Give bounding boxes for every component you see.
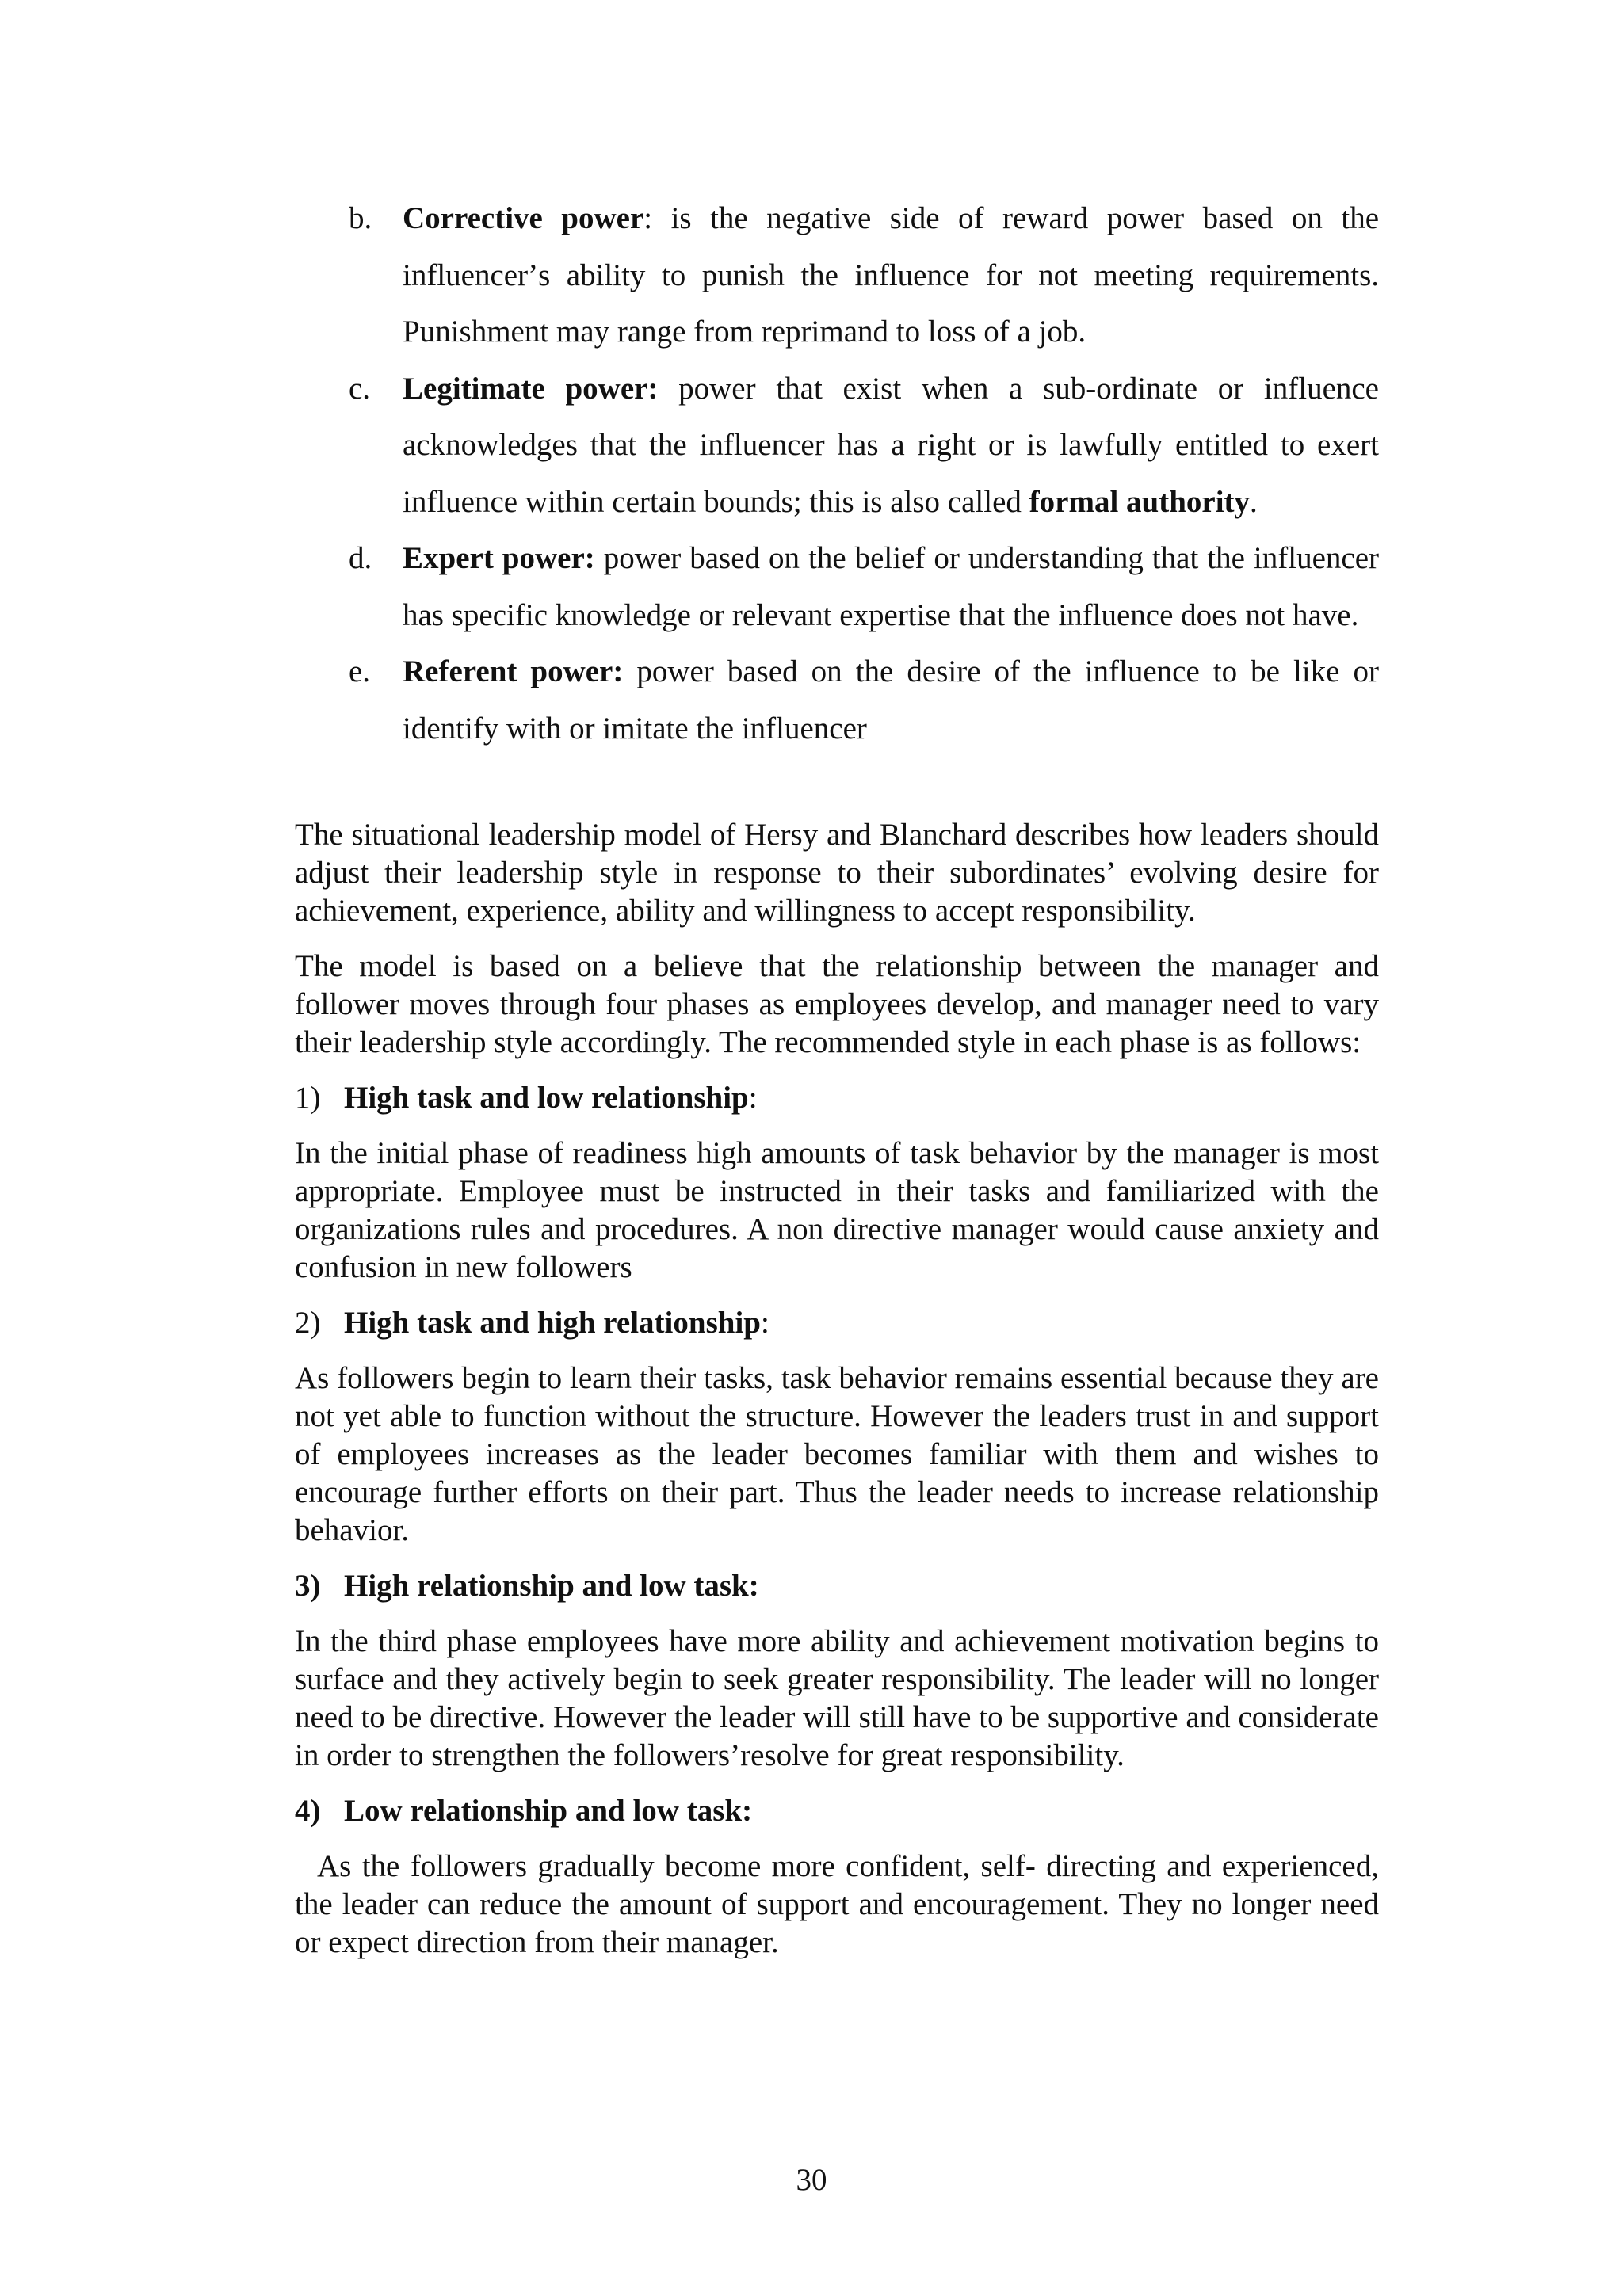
list-item-corrective-power — [349, 190, 1379, 360]
term-separator: : — [643, 201, 653, 235]
phase-title: High task and low relationship — [344, 1081, 749, 1115]
phase-body-3: In the third phase employees have more ability and achievement motivation begins to surface and they actively begin to seek greater responsibility. The leader will no longer need to be directive. However the leader will still have to be supportive and considerate in order to strengthen the followers’resolve for great responsibility. — [295, 1624, 1379, 1772]
list-marker: e. — [349, 654, 371, 688]
phase-heading-4 — [295, 1792, 1379, 1830]
phase-title: High task and high relationship — [344, 1306, 761, 1340]
power-types-list — [349, 190, 1379, 757]
list-marker: c. — [349, 371, 371, 406]
definition-text: power that exist when a sub-ordinate or influence acknowledges that the influencer has a right or is lawfully entitled to exert influence within certain bounds; this is also called — [403, 371, 1379, 519]
list-item-expert-power — [349, 530, 1379, 643]
phase-title: High relationship and low task: — [344, 1569, 759, 1603]
emphasis-formal-authority: formal authority — [1029, 484, 1251, 519]
term-referent-power: Referent power: — [403, 654, 624, 688]
definition-text: is the negative side of reward power based on the influencerʼs ability to punish the influence for not meeting requirements. Punishment may range from reprimand to loss of a job. — [403, 201, 1380, 349]
definition-text: power based on the desire of the influence to be like or identify with or imitate the influencer — [403, 654, 1379, 746]
paragraph-situational-model: The situational leadership model of Hersy and Blanchard describes how leaders should adjust their leadership style in response to their subordinates’ evolving desire for achievement, experience, ability and willingness to accept responsibility. — [295, 818, 1379, 928]
term-expert-power: Expert power: — [403, 541, 595, 575]
page-number: 30 — [796, 2163, 827, 2197]
phase-number: 2) — [295, 1306, 321, 1340]
phase-title-suffix: : — [748, 1081, 758, 1115]
phase-number: 3) — [295, 1569, 321, 1603]
phase-body-1: In the initial phase of readiness high amounts of task behavior by the manager is most appropriate. Employee must be instructed in their tasks and familiarized with the organizations rules and procedures. A non directive manager would cause anxiety and confusion in new followers — [295, 1136, 1379, 1284]
phase-body-2: As followers begin to learn their tasks, task behavior remains essential because they are not yet able to function without the structure. However the leaders trust in and support of employees increases as the leader becomes familiar with them and wishes to encourage further efforts on their part. Thus the leader needs to increase relationship behavior. — [295, 1361, 1379, 1547]
term-corrective-power: Corrective power — [403, 201, 644, 235]
list-marker: b. — [349, 201, 372, 235]
term-legitimate-power: Legitimate power: — [403, 371, 659, 406]
phase-heading-3 — [295, 1567, 1379, 1605]
definition-end: . — [1250, 484, 1258, 519]
phase-body-4: As the followers gradually become more confident, self- directing and experienced, the leader can reduce the amount of support and encouragement. They no longer need or expect direction from their manager. — [295, 1849, 1379, 1959]
paragraph-model-basis: The model is based on a believe that the relationship between the manager and follower moves through four phases as employees develop, and manager need to vary their leadership style accordingly. The recommended style in each phase is as follows: — [295, 949, 1379, 1059]
phase-heading-2 — [295, 1304, 1379, 1342]
list-marker: d. — [349, 541, 372, 575]
phase-title-suffix: : — [760, 1306, 769, 1340]
list-item-referent-power — [349, 643, 1379, 757]
phase-title: Low relationship and low task: — [344, 1794, 753, 1828]
definition-text: power based on the belief or understanding that the influencer has specific knowledge or relevant expertise that the influence does not have. — [403, 541, 1379, 632]
list-item-legitimate-power — [349, 360, 1379, 531]
main-body — [295, 816, 1379, 1979]
phase-heading-1 — [295, 1079, 1379, 1117]
phase-number: 4) — [295, 1794, 321, 1828]
phase-number: 1) — [295, 1081, 321, 1115]
